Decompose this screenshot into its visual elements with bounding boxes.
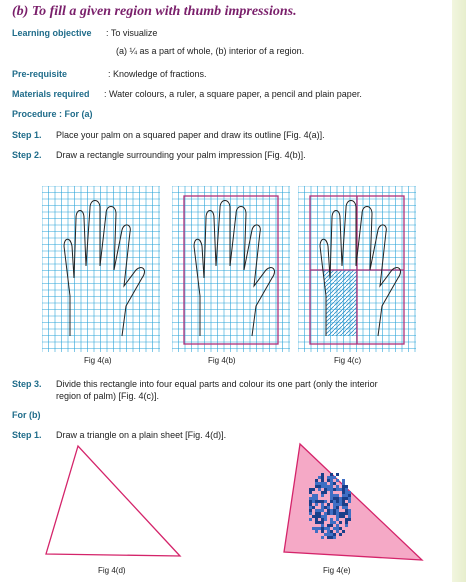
- thumb-print-dot: [336, 485, 339, 488]
- thumb-print-dot: [321, 521, 324, 524]
- thumb-print-dot: [327, 503, 330, 506]
- thumb-print-dot: [330, 491, 333, 494]
- fig-4c-caption: Fig 4(c): [334, 356, 362, 365]
- thumb-print-dot: [339, 527, 342, 530]
- thumb-print-dot: [342, 479, 345, 482]
- materials-text: : Water colours, a ruler, a square paper, a pencil and plain paper.: [104, 89, 362, 99]
- thumb-print-dot: [321, 506, 324, 509]
- thumb-print-dot: [318, 527, 321, 530]
- thumb-print-dot: [345, 524, 348, 527]
- thumb-print-dot: [330, 530, 333, 533]
- thumb-print-dot: [345, 491, 348, 494]
- thumb-print-dot: [345, 509, 348, 512]
- thumb-print-dot: [324, 512, 327, 515]
- triangle-filled: [284, 444, 422, 560]
- learning-objective-sub: (a) ¼ as a part of whole, (b) interior of a region.: [116, 46, 305, 56]
- step-a3-text-line2: region of palm) [Fig. 4(c)].: [56, 391, 160, 401]
- thumb-print-dot: [333, 506, 336, 509]
- thumb-print-dot: [309, 500, 312, 503]
- figure-4a: [42, 186, 160, 352]
- thumb-print-dot: [318, 509, 321, 512]
- thumb-print-dot: [321, 524, 324, 527]
- thumb-print-dot: [312, 527, 315, 530]
- thumb-print-dot: [348, 497, 351, 500]
- thumb-print-dot: [327, 506, 330, 509]
- thumb-print-dot: [312, 497, 315, 500]
- thumb-print-dot: [333, 527, 336, 530]
- thumb-print-dot: [342, 497, 345, 500]
- thumb-print-dot: [327, 509, 330, 512]
- figure-4e: [270, 440, 430, 562]
- thumb-print-dot: [348, 512, 351, 515]
- thumb-print-dot: [348, 494, 351, 497]
- thumb-print-dot: [336, 503, 339, 506]
- thumb-print-dot: [348, 509, 351, 512]
- thumb-print-dot: [330, 524, 333, 527]
- thumb-print-dot: [315, 479, 318, 482]
- figure-4d: [40, 440, 190, 562]
- thumb-print-dot: [345, 512, 348, 515]
- materials-label: Materials required: [12, 89, 90, 99]
- thumb-print-dot: [333, 521, 336, 524]
- thumb-print-dot: [342, 494, 345, 497]
- palm-outline: [64, 201, 144, 337]
- thumb-print-dot: [330, 476, 333, 479]
- thumb-print-dot: [330, 521, 333, 524]
- thumb-print-dot: [336, 473, 339, 476]
- thumb-print-dot: [339, 512, 342, 515]
- thumb-print-dot: [315, 482, 318, 485]
- thumb-print-dot: [330, 509, 333, 512]
- thumb-print-dot: [342, 512, 345, 515]
- step-a2-text: Draw a rectangle surrounding your palm impression [Fig. 4(b)].: [56, 150, 306, 160]
- thumb-print-dot: [333, 503, 336, 506]
- thumb-print-dot: [330, 533, 333, 536]
- step-a3-label: Step 3.: [12, 379, 42, 389]
- thumb-print-dot: [309, 509, 312, 512]
- thumb-print-dot: [315, 512, 318, 515]
- thumb-print-dot: [348, 500, 351, 503]
- thumb-print-dot: [345, 506, 348, 509]
- figure-4c: [298, 186, 416, 352]
- thumb-print-dot: [339, 521, 342, 524]
- thumb-print-dot: [345, 518, 348, 521]
- thumb-print-dot: [321, 491, 324, 494]
- thumb-print-dot: [333, 536, 336, 539]
- thumb-print-dot: [333, 482, 336, 485]
- palm-outline: [194, 201, 274, 337]
- thumb-print-dot: [333, 497, 336, 500]
- prerequisite-label: Pre-requisite: [12, 69, 68, 79]
- thumb-print-dot: [342, 491, 345, 494]
- thumb-print-dot: [342, 485, 345, 488]
- thumb-print-dot: [309, 518, 312, 521]
- thumb-print-dot: [339, 500, 342, 503]
- thumb-print-dot: [327, 524, 330, 527]
- thumb-print-dot: [330, 512, 333, 515]
- thumb-print-dot: [309, 503, 312, 506]
- thumb-print-dot: [333, 509, 336, 512]
- figure-4b: [172, 186, 290, 352]
- fig-4b-caption: Fig 4(b): [208, 356, 236, 365]
- thumb-print-dot: [321, 473, 324, 476]
- thumb-print-dot: [336, 515, 339, 518]
- thumb-print-dot: [321, 479, 324, 482]
- thumb-print-dot: [315, 509, 318, 512]
- grid: [42, 186, 160, 352]
- thumb-print-dot: [312, 515, 315, 518]
- thumb-print-dot: [324, 518, 327, 521]
- thumb-print-dot: [321, 476, 324, 479]
- thumb-print-dot: [342, 503, 345, 506]
- thumb-print-dot: [315, 497, 318, 500]
- thumb-print-dot: [333, 533, 336, 536]
- thumb-print-dot: [315, 500, 318, 503]
- step-b1-label: Step 1.: [12, 430, 42, 440]
- thumb-print-dot: [321, 485, 324, 488]
- thumb-print-dot: [318, 515, 321, 518]
- thumb-print-dot: [327, 476, 330, 479]
- thumb-print-dot: [315, 518, 318, 521]
- thumb-print-dot: [315, 485, 318, 488]
- thumb-print-dot: [336, 488, 339, 491]
- thumb-print-dot: [336, 479, 339, 482]
- thumb-print-dot: [312, 494, 315, 497]
- thumb-print-dot: [345, 521, 348, 524]
- step-a1-text: Place your palm on a squared paper and draw its outline [Fig. 4(a)].: [56, 130, 325, 140]
- thumb-print-dot: [330, 485, 333, 488]
- thumb-print-dot: [339, 488, 342, 491]
- thumb-print-dot: [345, 494, 348, 497]
- thumb-print-dot: [342, 488, 345, 491]
- thumb-print-dot: [327, 527, 330, 530]
- thumb-print-dot: [345, 485, 348, 488]
- thumb-print-dot: [324, 491, 327, 494]
- thumb-print-dot: [342, 530, 345, 533]
- step-b1-text: Draw a triangle on a plain sheet [Fig. 4(d)].: [56, 430, 227, 440]
- thumb-print-dot: [336, 500, 339, 503]
- thumb-print-dot: [321, 527, 324, 530]
- thumb-print-dot: [333, 500, 336, 503]
- fig-4a-caption: Fig 4(a): [84, 356, 112, 365]
- thumb-print-dot: [348, 518, 351, 521]
- thumb-print-dot: [318, 476, 321, 479]
- thumb-print-dot: [309, 512, 312, 515]
- thumb-print-dot: [321, 503, 324, 506]
- grid: [172, 186, 290, 352]
- section-heading: (b) To fill a given region with thumb impressions.: [12, 4, 297, 19]
- thumb-print-dot: [339, 515, 342, 518]
- step-a2-label: Step 2.: [12, 150, 42, 160]
- thumb-print-dot: [318, 500, 321, 503]
- thumb-print-dot: [321, 509, 324, 512]
- thumb-print-dot: [345, 488, 348, 491]
- step-a3-text-line1: Divide this rectangle into four equal parts and colour its one part (only the interior: [56, 379, 378, 389]
- thumb-print-dot: [318, 482, 321, 485]
- page-edge-band: [452, 0, 466, 582]
- thumb-print-dot: [312, 500, 315, 503]
- thumb-print-dot: [312, 506, 315, 509]
- thumb-print-dot: [330, 518, 333, 521]
- thumb-print-dot: [321, 518, 324, 521]
- thumb-print-dot: [333, 512, 336, 515]
- thumb-print-dot: [327, 533, 330, 536]
- thumb-print-dot: [321, 494, 324, 497]
- thumb-print-dot: [318, 521, 321, 524]
- learning-objective-label: Learning objective: [12, 28, 92, 38]
- thumb-print-dot: [333, 476, 336, 479]
- thumb-print-dot: [321, 500, 324, 503]
- thumb-print-dot: [318, 485, 321, 488]
- thumb-print-dot: [339, 503, 342, 506]
- thumb-print-dot: [345, 503, 348, 506]
- thumb-print-dot: [321, 536, 324, 539]
- learning-objective-text: : To visualize: [106, 28, 158, 38]
- thumb-print-dot: [327, 488, 330, 491]
- thumb-print-dot: [324, 488, 327, 491]
- thumb-print-dot: [315, 530, 318, 533]
- thumb-print-dot: [315, 515, 318, 518]
- thumb-print-dot: [327, 530, 330, 533]
- thumb-print-dot: [321, 515, 324, 518]
- thumb-print-dot: [324, 533, 327, 536]
- thumb-print-dot: [333, 488, 336, 491]
- thumb-print-dot: [345, 497, 348, 500]
- thumb-print-dot: [333, 494, 336, 497]
- thumb-print-dot: [330, 500, 333, 503]
- thumb-print-dot: [336, 497, 339, 500]
- thumb-print-dot: [342, 482, 345, 485]
- thumb-print-dot: [336, 518, 339, 521]
- triangle-outline: [46, 446, 180, 556]
- procedure-heading: Procedure : For (a): [12, 109, 93, 119]
- thumb-print-dot: [318, 512, 321, 515]
- prerequisite-text: : Knowledge of fractions.: [108, 69, 207, 79]
- thumb-print-dot: [324, 482, 327, 485]
- thumb-print-dot: [324, 506, 327, 509]
- thumb-print-dot: [330, 497, 333, 500]
- thumb-print-dot: [348, 491, 351, 494]
- thumb-print-dot: [324, 500, 327, 503]
- thumb-print-dot: [339, 533, 342, 536]
- thumb-print-dot: [318, 488, 321, 491]
- thumb-print-dot: [336, 509, 339, 512]
- thumb-print-dot: [342, 500, 345, 503]
- thumb-print-dot: [342, 506, 345, 509]
- for-b-heading: For (b): [12, 410, 41, 420]
- thumb-print-dot: [315, 521, 318, 524]
- thumb-print-dot: [324, 485, 327, 488]
- thumb-print-dot: [324, 515, 327, 518]
- thumb-print-dot: [330, 479, 333, 482]
- thumb-print-dot: [336, 527, 339, 530]
- fig-4e-caption: Fig 4(e): [323, 566, 351, 575]
- thumb-print-dot: [315, 494, 318, 497]
- thumb-print-dot: [336, 512, 339, 515]
- thumb-print-dot: [336, 530, 339, 533]
- thumb-print-dot: [330, 488, 333, 491]
- thumb-print-dot: [348, 515, 351, 518]
- thumb-print-dot: [327, 512, 330, 515]
- thumb-print-dot: [339, 497, 342, 500]
- thumb-print-dot: [327, 479, 330, 482]
- thumb-print-dot: [327, 536, 330, 539]
- thumb-print-dot: [330, 494, 333, 497]
- fig-4d-caption: Fig 4(d): [98, 566, 126, 575]
- thumb-print-dot: [321, 482, 324, 485]
- thumb-print-dot: [309, 506, 312, 509]
- thumb-print-dot: [309, 488, 312, 491]
- thumb-print-dot: [336, 524, 339, 527]
- thumb-print-dot: [336, 506, 339, 509]
- thumb-print-dot: [330, 473, 333, 476]
- thumb-print-dot: [309, 491, 312, 494]
- thumb-print-dot: [312, 488, 315, 491]
- thumb-print-dot: [321, 530, 324, 533]
- step-a1-label: Step 1.: [12, 130, 42, 140]
- thumb-print-dot: [330, 536, 333, 539]
- thumb-print-dot: [309, 497, 312, 500]
- thumb-print-dot: [336, 494, 339, 497]
- thumb-print-dot: [327, 485, 330, 488]
- thumb-print-dot: [315, 527, 318, 530]
- thumb-print-dot: [315, 503, 318, 506]
- thumb-print-dot: [324, 527, 327, 530]
- thumb-print-dot: [342, 515, 345, 518]
- thumb-print-dot: [330, 482, 333, 485]
